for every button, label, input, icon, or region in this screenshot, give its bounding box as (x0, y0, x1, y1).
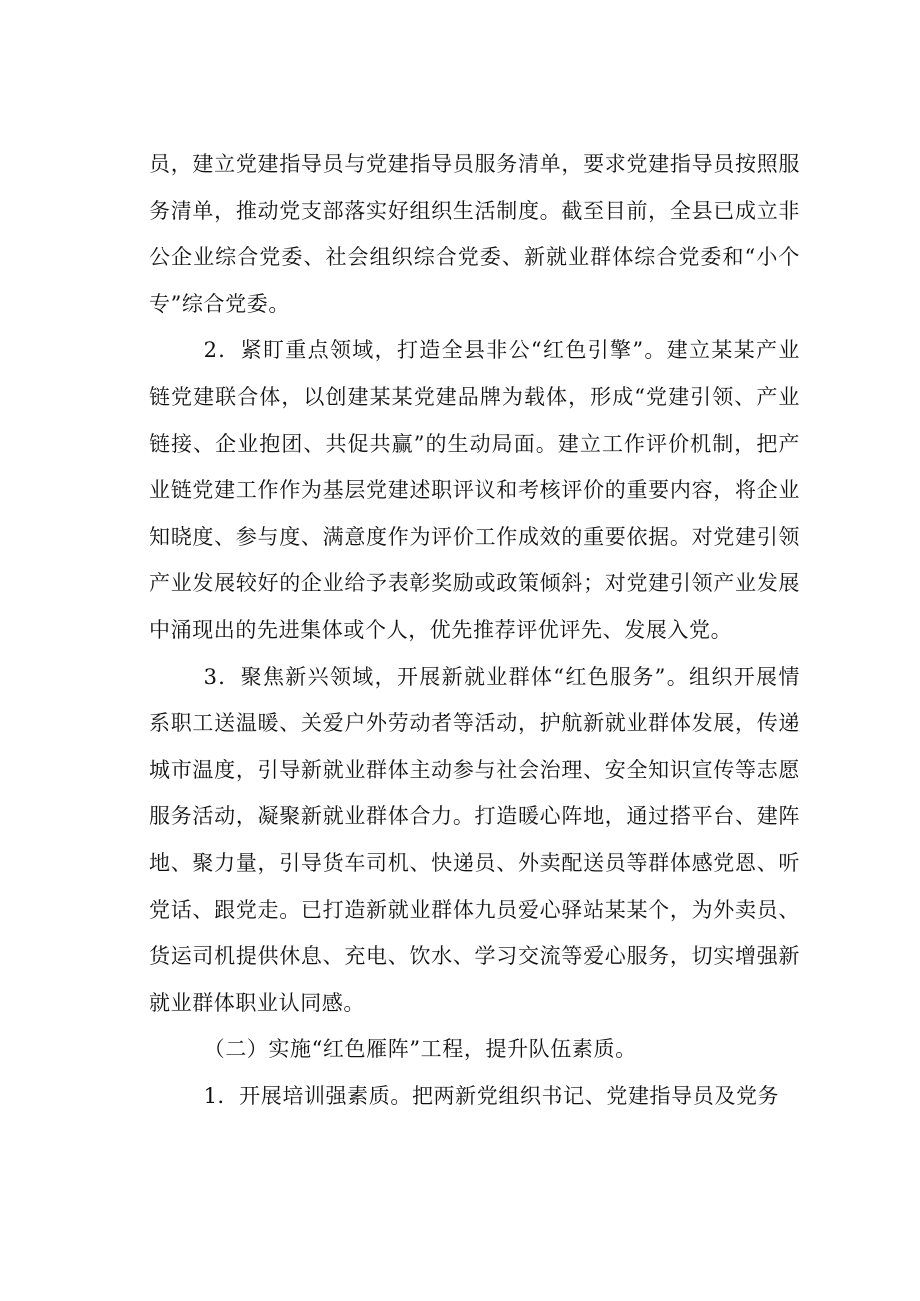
paragraph-continuation: 员，建立党建指导员与党建指导员服务清单，要求党建指导员按照服务清单，推动党支部落实好组织生活制度。截至目前，全县已成立非公企业综合党委、社会组织综合党委、新就业群体综合党委和“小个专”综合党委。 (149, 152, 800, 316)
paragraph-training: 1．开展培训强素质。把两新党组织书记、党建指导员及党务 (203, 1083, 780, 1108)
paragraph-emerging-fields: 3．聚焦新兴领域，开展新就业群体“红色服务”。组织开展情系职工送温暖、关爱户外劳动者等活动，护航新就业群体发展，传递城市温度，引导新就业群体主动参与社会治理、安全知识宣传等志愿服务活动，凝聚新就业群体合力。打造暖心阵地，通过搭平台、建阵地、聚力量，引导货车司机、快递员、外卖配送员等群体感党恩、听党话、跟党走。已打造新就业群体九员爱心驿站某某个，为外卖员、货运司机提供休息、充电、饮水、学习交流等爱心服务，切实增强新就业群体职业认同感。 (149, 664, 800, 1015)
paragraph-key-areas: 2．紧盯重点领域，打造全县非公“红色引擎”。建立某某产业链党建联合体，以创建某某党建品牌为载体，形成“党建引领、产业链接、企业抱团、共促共赢”的生动局面。建立工作评价机制，把产业链党建工作作为基层党建述职评议和考核评价的重要内容，将企业知晓度、参与度、满意度作为评价工作成效的重要依据。对党建引领产业发展较好的企业给予表彰奖励或政策倾斜；对党建引领产业发展中涌现出的先进集体或个人，优先推荐评优评先、发展入党。 (149, 338, 800, 642)
section-heading-red-formation: （二）实施“红色雁阵”工程，提升队伍素质。 (203, 1037, 637, 1062)
document-page (149, 141, 800, 1119)
